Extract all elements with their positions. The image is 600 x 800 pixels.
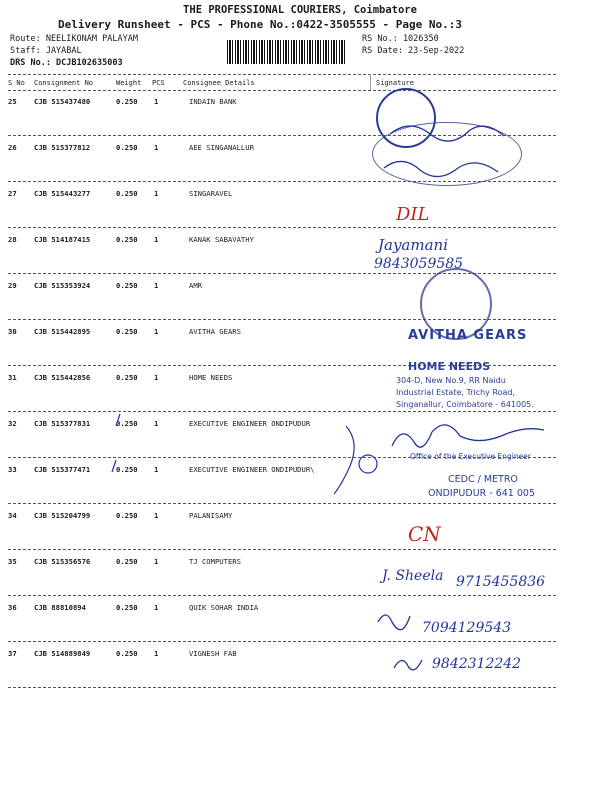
rs-number: RS No.: 1026350: [362, 34, 439, 44]
row-pcs: 1: [154, 373, 159, 382]
consignment-number: CJB 515442856: [34, 373, 91, 382]
col-header-signature: Signature: [376, 79, 414, 87]
row-sno: 33: [8, 465, 17, 474]
signature-row-34: CN: [408, 522, 441, 546]
consignee-name: SINGARAVEL: [189, 189, 233, 198]
consignment-number: CJB 515377812: [34, 143, 91, 152]
consignment-number: CJB 515437480: [34, 97, 91, 106]
consignment-number: CJB 515353924: [34, 281, 91, 290]
runsheet-title: THE PROFESSIONAL COURIERS, Coimbatore: [183, 4, 417, 16]
row-pcs: 1: [154, 281, 159, 290]
signature-scribble-26: [384, 161, 498, 176]
row-weight: 0.250: [116, 603, 138, 612]
row-pcs: 1: [154, 557, 159, 566]
row-pcs: 1: [154, 327, 159, 336]
row-weight: 0.250: [116, 465, 138, 474]
row-pcs: 1: [154, 465, 159, 474]
avitha-gears-stamp: AVITHA GEARS: [408, 328, 528, 343]
row-weight: 0.250: [116, 419, 138, 428]
row-weight: 0.250: [116, 189, 138, 198]
row-sno: 26: [8, 143, 17, 152]
home-needs-stamp-name: HOME NEEDS: [408, 360, 491, 373]
row-pcs: 1: [154, 649, 159, 658]
consignee-name: VIGNESH FAB: [189, 649, 237, 658]
route-label: Route: NEELIKONAM PALAYAM: [10, 34, 138, 44]
consignee-name: TJ COMPUTERS: [189, 557, 241, 566]
row-weight: 0.250: [116, 143, 138, 152]
circled-mark-33: [359, 455, 377, 473]
pen-tick-33: [112, 460, 116, 472]
signature-scribble-32: [392, 425, 544, 447]
row-pcs: 1: [154, 603, 159, 612]
col-header-consignment: Consignment No: [34, 79, 94, 87]
signature-scribble-36: [378, 615, 410, 630]
row-weight: 0.250: [116, 557, 138, 566]
cedc-stamp-line2: CEDC / METRO: [448, 474, 518, 485]
consignment-number: CJB 515377471: [34, 465, 91, 474]
row-sno: 32: [8, 419, 17, 428]
staff-label: Staff: JAYABAL: [10, 46, 82, 56]
signature-row-37-phone: 9842312242: [432, 656, 522, 672]
home-needs-stamp-line1: 304-D, New No.9, RR Naidu: [396, 376, 506, 385]
row-sno: 37: [8, 649, 17, 658]
consignee-name: HOME NEEDS: [189, 373, 233, 382]
cedc-stamp-line3: ONDIPUDUR - 641 005: [428, 488, 536, 499]
consignee-name: EXECUTIVE ENGINEER ONDIPUDUR\: [189, 465, 315, 474]
row-sno: 27: [8, 189, 17, 198]
row-sno: 34: [8, 511, 17, 520]
row-sno: 25: [8, 97, 17, 106]
col-header-pcs: PCS: [152, 79, 165, 87]
row-sno: 31: [8, 373, 17, 382]
rs-date: RS Date: 23-Sep-2022: [362, 46, 465, 56]
row-weight: 0.250: [116, 327, 138, 336]
signature-scribble-37: [394, 660, 422, 670]
consignee-name: AMR: [189, 281, 202, 290]
drs-number: DRS No.: DCJB102635003: [10, 58, 123, 68]
row-pcs: 1: [154, 235, 159, 244]
row-sno: 28: [8, 235, 17, 244]
row-pcs: 1: [154, 189, 159, 198]
consignment-number: CJB 515442895: [34, 327, 91, 336]
consignee-name: EXECUTIVE ENGINEER ONDIPUDUR: [189, 419, 311, 428]
bracket-mark-33: [334, 426, 354, 494]
row-sno: 36: [8, 603, 17, 612]
signature-row-36-phone: 7094129543: [422, 620, 512, 636]
consignee-name: QUIK SOHAR INDIA: [189, 603, 259, 612]
signature-row-35-name: J. Sheela: [382, 568, 444, 584]
row-weight: 0.250: [116, 281, 138, 290]
consignment-number: CJB 515356576: [34, 557, 91, 566]
row-sno: 35: [8, 557, 17, 566]
col-header-weight: Weight: [116, 79, 142, 87]
row-weight: 0.250: [116, 649, 138, 658]
consignment-number: CJB 514889849: [34, 649, 91, 658]
consignee-name: AVITHA GEARS: [189, 327, 241, 336]
pen-tick-32: [116, 414, 120, 426]
row-pcs: 1: [154, 143, 159, 152]
consignment-number: CJB 515204799: [34, 511, 91, 520]
consignee-name: KANAK SABAVATHY: [189, 235, 254, 244]
row-pcs: 1: [154, 419, 159, 428]
cedc-stamp-line1: Office of the Executive Engineer: [410, 452, 531, 461]
runsheet-subtitle: Delivery Runsheet - PCS - Phone No.:0422-3505555 - Page No.:3: [58, 18, 462, 31]
signature-row-35-phone: 9715455836: [456, 574, 546, 590]
row-pcs: 1: [154, 97, 159, 106]
row-weight: 0.250: [116, 511, 138, 520]
consignee-name: INDAIN BANK: [189, 97, 237, 106]
row-weight: 0.250: [116, 235, 138, 244]
row-weight: 0.250: [116, 373, 138, 382]
consignment-number: CJB 514187415: [34, 235, 91, 244]
row-pcs: 1: [154, 511, 159, 520]
consignee-name: AEE SINGANALLUR: [189, 143, 254, 152]
row-sno: 30: [8, 327, 17, 336]
consignment-number: CJB 88810894: [34, 603, 86, 612]
signature-row-27: DIL: [396, 204, 430, 225]
signature-row-28-phone: 9843059585: [374, 256, 464, 272]
consignee-name: PALANISAMY: [189, 511, 233, 520]
home-needs-stamp-line2: Industrial Estate, Trichy Road,: [396, 388, 516, 397]
consignment-number: CJB 515443277: [34, 189, 91, 198]
signature-scribble-25: [390, 126, 504, 141]
home-needs-stamp-line3: Singanallur, Coimbatore - 641005.: [396, 400, 534, 409]
row-weight: 0.250: [116, 97, 138, 106]
col-header-consignee: Consignee Details: [183, 79, 255, 87]
consignment-number: CJB 515377831: [34, 419, 91, 428]
row-sno: 29: [8, 281, 17, 290]
signature-row-28-name: Jayamani: [378, 236, 448, 254]
col-header-sno: S No: [8, 79, 25, 87]
